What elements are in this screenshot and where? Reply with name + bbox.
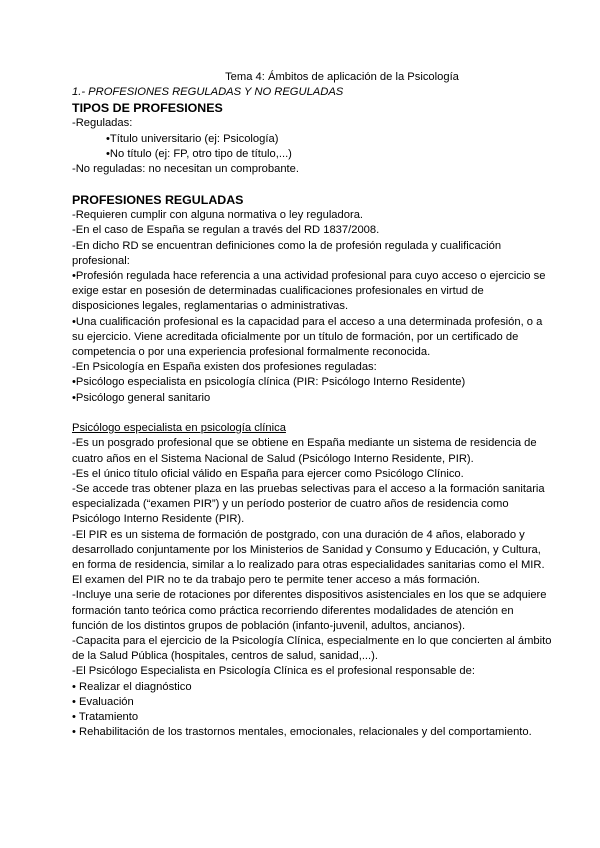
paragraph: -Se accede tras obtener plaza en las pruebas selectivas para el acceso a la formación sanitaria especializada (“examen PIR”) y un período posterior de cuatro años de residencia como Psicólogo Interno Residente (PIR). xyxy=(72,482,545,526)
paragraph: -Requieren cumplir con alguna normativa o ley reguladora. xyxy=(72,209,364,222)
clinica-heading: Psicólogo especialista en psicología clínica xyxy=(72,421,286,434)
paragraph: -En el caso de España se regulan a través del RD 1837/2008. xyxy=(72,224,380,237)
list-item: • Rehabilitación de los trastornos mentales, emocionales, relacionales y del comportamiento. xyxy=(72,726,532,739)
paragraph: -Es el único título oficial válido en España para ejercer como Psicólogo Clínico. xyxy=(72,467,464,480)
reguladas-label: -Reguladas: xyxy=(72,117,133,130)
list-item: • Tratamiento xyxy=(72,710,139,723)
paragraph: -Incluye una serie de rotaciones por diferentes dispositivos asistenciales en los que se adquiere formación tanto teórica como práctica recorriendo diferentes modalidades de atención en función de los distintos grupos de población (infanto-juvenil, adultos, ancianos). xyxy=(72,589,547,632)
paragraph: -Capacita para el ejercicio de la Psicología Clínica, especialmente en lo que concierten al ámbito de la Salud Pública (hospitales, centros de salud, sanidad,...). xyxy=(72,634,552,663)
reguladas-sub-item: •Título universitario (ej: Psicología) xyxy=(106,132,279,145)
spacer xyxy=(72,178,552,193)
section-heading: 1.- PROFESIONES REGULADAS Y NO REGULADAS xyxy=(72,86,344,99)
document-page xyxy=(72,70,552,740)
paragraph: •Profesión regulada hace referencia a una actividad profesional para cuyo acceso o ejercicio se exige estar en posesión de determinadas cualificaciones profesionales en virtud de disposiciones legales, reglamentarias o administrativas. xyxy=(72,270,546,313)
list-item: • Realizar el diagnóstico xyxy=(72,680,192,693)
document-title: Tema 4: Ámbitos de aplicación de la Psicología xyxy=(225,71,459,83)
paragraph: •Una cualificación profesional es la capacidad para el acceso a una determinada profesión, o a su ejercicio. Viene acreditada oficialmente por un título de formación, por un certificado de competencia o por una experiencia profesional formalmente reconocida. xyxy=(72,315,543,359)
paragraph: •Psicólogo general sanitario xyxy=(72,391,211,404)
reguladas-heading: PROFESIONES REGULADAS xyxy=(72,192,244,207)
paragraph: -En Psicología en España existen dos profesiones reguladas: xyxy=(72,361,377,374)
paragraph: -El PIR es un sistema de formación de postgrado, con una duración de 4 años, elaborado y desarrollado conjuntamente por los Ministerios de Sanidad y Consumo y Educación, y Cultura, en forma de residencia, similar a lo realizado para otras especialidades sanitarias como el MIR. El examen del PIR no te da trabajo pero te permite tener acceso a más formación. xyxy=(72,528,545,587)
paragraph: -Es un posgrado profesional que se obtiene en España mediante un sistema de residencia de cuatro años en el Sistema Nacional de Salud (Psicólogo Interno Residente, PIR). xyxy=(72,437,537,465)
spacer xyxy=(72,406,552,421)
paragraph: -En dicho RD se encuentran definiciones como la de profesión regulada y cualificación profesional: xyxy=(72,239,502,267)
no-reguladas-label: -No reguladas: no necesitan un comprobante. xyxy=(72,163,300,176)
paragraph: •Psicólogo especialista en psicología clínica (PIR: Psicólogo Interno Residente) xyxy=(72,376,466,389)
list-item: • Evaluación xyxy=(72,695,134,708)
reguladas-sub-item: •No título (ej: FP, otro tipo de título,...) xyxy=(106,148,292,161)
tipos-heading: TIPOS DE PROFESIONES xyxy=(72,100,223,115)
paragraph: -El Psicólogo Especialista en Psicología Clínica es el profesional responsable de: xyxy=(72,665,475,678)
